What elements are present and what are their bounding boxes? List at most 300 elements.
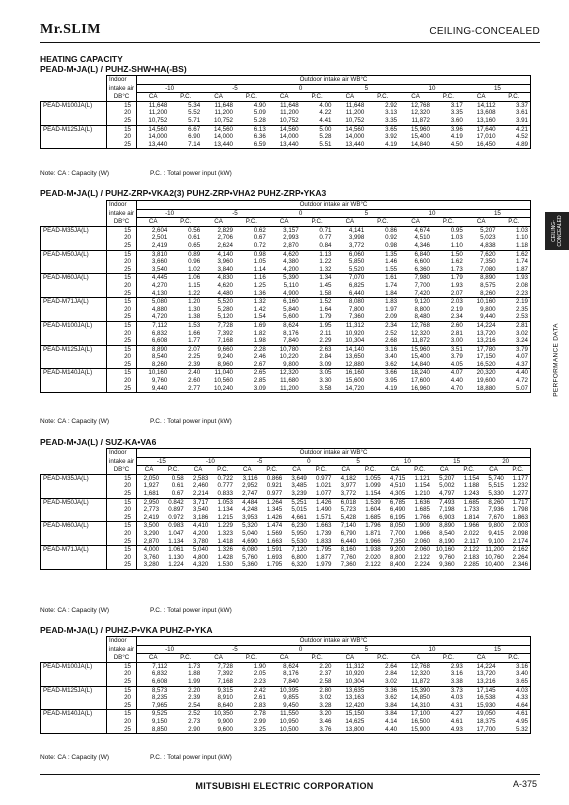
ca-value: 7,360 (334, 561, 359, 569)
table-row (41, 554, 531, 562)
table-note (40, 170, 232, 177)
table-row (41, 353, 531, 361)
model-name (41, 337, 107, 345)
ca-value: 7,168 (217, 337, 233, 345)
table-row (41, 474, 531, 482)
ca-value: 19,600 (476, 377, 496, 385)
pc-value: 4.61 (450, 717, 463, 725)
corner-cell (41, 654, 107, 663)
pc-value: 2.52 (169, 710, 202, 718)
pc-value: 1.130 (168, 553, 184, 561)
ca-value: 11,200 (214, 109, 233, 117)
model-name (41, 290, 107, 298)
model-name (41, 726, 107, 734)
note-power: P.C. : Total power input (kW) (150, 418, 232, 425)
ca-value: 3,953 (242, 513, 258, 521)
ca-value: 2,583 (186, 474, 211, 482)
ca-value: 4,200 (283, 265, 299, 273)
ca-value: 13,720 (476, 329, 496, 337)
temperature-header: -5 (202, 84, 268, 93)
pc-header: P.C. (498, 218, 531, 227)
ca-value: 3,280 (137, 561, 162, 569)
ca-value: 4,445 (137, 274, 170, 282)
model-name (41, 678, 107, 686)
db-value: 20 (124, 670, 131, 678)
pc-value: 2.07 (450, 289, 463, 297)
pc-value: 2.81 (498, 321, 531, 329)
pc-value: 3.92 (385, 133, 398, 141)
ca-value: 3,772 (340, 489, 357, 497)
db-value: 20 (124, 234, 131, 242)
db-value: 15 (107, 226, 137, 234)
pc-value: 0.897 (168, 506, 184, 514)
temperature-header: 5 (333, 645, 399, 654)
table-note (40, 607, 232, 614)
header-row (41, 654, 531, 663)
ca-header: CA (333, 654, 366, 663)
temperature-header: 10 (399, 84, 465, 93)
pc-value: 2.122 (414, 553, 430, 561)
pc-value: 1.10 (498, 234, 531, 242)
pc-header: P.C. (301, 93, 334, 102)
temperature-header: 0 (268, 84, 334, 93)
pc-value: 1.177 (506, 474, 531, 482)
ca-value: 14,560 (268, 125, 301, 133)
ca-value: 3,760 (137, 554, 162, 562)
pc-value: 1.121 (407, 474, 432, 482)
pc-value: 6.67 (169, 125, 202, 133)
db-value: 20 (124, 109, 131, 117)
ca-value: 5,080 (137, 298, 170, 306)
pc-header: P.C. (432, 218, 465, 227)
ca-header: CA (268, 218, 301, 227)
ca-value: 3,290 (137, 530, 162, 538)
ca-value: 5,330 (488, 489, 504, 497)
pc-value: 1.10 (450, 241, 463, 249)
pc-value: 3.25 (235, 726, 268, 734)
pc-value: 3.37 (498, 101, 531, 109)
ca-value: 5,428 (340, 513, 357, 521)
model-name (41, 538, 107, 546)
intake-air-label: intake air (107, 84, 137, 93)
ca-value: 6,018 (334, 498, 359, 506)
db-value: 20 (124, 717, 131, 725)
pc-value: 1.32 (235, 298, 268, 306)
ca-value: 10,395 (268, 686, 301, 694)
model-name: PEAD-M125JA(L) (41, 686, 107, 694)
ca-value: 5,110 (283, 281, 299, 289)
ca-value: 13,163 (345, 694, 365, 702)
pc-value: 0.65 (188, 241, 201, 249)
ca-value: 15,400 (411, 353, 430, 361)
pc-value: 4.27 (432, 710, 465, 718)
pc-value: 2.78 (235, 710, 268, 718)
ca-value: 9,660 (202, 345, 235, 353)
ca-value: 10,160 (137, 369, 170, 377)
ca-value: 5,251 (284, 498, 309, 506)
ca-value: 8,176 (283, 670, 299, 678)
side-tab-line1: CEILING- (551, 220, 557, 242)
model-name: PEAD-M71JA(L) (41, 546, 107, 554)
ca-value: 8,624 (268, 662, 301, 670)
ca-value: 17,640 (465, 125, 498, 133)
pc-value: 0.866 (260, 474, 285, 482)
pc-value: 1.636 (407, 498, 432, 506)
pc-value: 1.685 (414, 506, 430, 514)
ca-value: 12,768 (399, 321, 432, 329)
temperature-header: 5 (334, 457, 383, 466)
pc-value: 2.23 (253, 677, 266, 685)
ca-value: 11,648 (268, 101, 301, 109)
ca-value: 8,080 (333, 298, 366, 306)
pc-value: 5.34 (169, 101, 202, 109)
ca-value: 5,360 (235, 561, 260, 569)
ca-value: 2,604 (137, 226, 170, 234)
model-name: PEAD-M60JA(L) (41, 522, 107, 530)
ca-value: 8,573 (137, 686, 170, 694)
ca-value: 13,440 (268, 141, 301, 149)
pc-header: P.C. (161, 466, 186, 475)
ca-value: 4,690 (242, 537, 258, 545)
pc-value: 6.13 (235, 125, 268, 133)
db-value: 25 (124, 313, 131, 321)
ca-header: CA (137, 93, 170, 102)
model-name: PEAD-M100JA(L) (41, 662, 107, 670)
db-value: 20 (124, 258, 131, 266)
ca-value: 14,560 (202, 125, 235, 133)
pc-value: 2.39 (188, 694, 201, 702)
pc-value: 2.29 (319, 337, 332, 345)
ca-value: 3,998 (348, 234, 365, 242)
temperature-header: -10 (137, 84, 203, 93)
pc-value: 3.17 (432, 101, 465, 109)
pc-value: 1.32 (319, 265, 332, 273)
model-name (41, 482, 107, 490)
ca-value: 4,410 (186, 522, 211, 530)
pc-value: 4.31 (450, 701, 463, 709)
db-value: 15 (107, 546, 137, 554)
ca-value: 14,850 (411, 694, 430, 702)
ca-value: 11,872 (411, 337, 430, 345)
pc-value: 1.30 (188, 305, 201, 313)
pc-value: 3.66 (366, 369, 399, 377)
ca-value: 2,706 (217, 234, 233, 242)
model-name (41, 306, 107, 314)
ca-header: CA (268, 93, 301, 102)
pc-value: 0.58 (161, 474, 186, 482)
pc-value: 1.966 (414, 529, 430, 537)
model-name (41, 242, 107, 250)
ca-value: 10,920 (345, 329, 365, 337)
ca-value: 2,747 (242, 489, 258, 497)
note-power: P.C. : Total power input (kW) (150, 170, 232, 177)
header-row (41, 457, 531, 466)
pc-value: 3.30 (319, 377, 332, 385)
ca-value: 16,520 (476, 360, 496, 368)
ca-value: 1,681 (137, 490, 162, 498)
ca-value: 16,960 (399, 385, 432, 393)
pc-header: P.C. (506, 466, 531, 475)
pc-value: 4.37 (498, 361, 531, 369)
pc-value: 1.134 (217, 506, 233, 514)
ca-value: 4,620 (217, 281, 233, 289)
pc-value: 2.285 (457, 561, 482, 569)
capacity-table (40, 75, 531, 149)
pc-value: 3.20 (301, 710, 334, 718)
pc-header: P.C. (457, 466, 482, 475)
pc-value: 0.61 (188, 234, 201, 242)
pc-value: 4.95 (498, 718, 531, 726)
pc-value: 0.842 (161, 498, 186, 506)
temperature-header: 15 (465, 84, 531, 93)
db-value: 25 (124, 537, 131, 545)
ca-value: 3,186 (192, 513, 209, 521)
ca-value: 7,070 (333, 274, 366, 282)
db-value: 25 (124, 701, 131, 709)
temperature-header: -10 (137, 645, 203, 654)
pc-value: 2.81 (450, 329, 463, 337)
corner-cell (41, 84, 107, 93)
outdoor-wb-label: Outdoor intake air WB°C (137, 201, 531, 210)
pc-value: 0.89 (169, 250, 202, 258)
ca-value: 2,624 (217, 241, 233, 249)
pc-value: 4.40 (498, 369, 531, 377)
pc-value: 4.19 (450, 133, 463, 141)
pc-header: P.C. (235, 93, 268, 102)
corner-cell (41, 457, 107, 466)
ca-value: 6,230 (284, 522, 309, 530)
pc-value: 1.418 (217, 537, 233, 545)
pc-value: 3.24 (498, 337, 531, 345)
model-name: PEAD-M35JA(L) (41, 474, 107, 482)
pc-value: 0.77 (319, 234, 332, 242)
pc-value: 1.42 (253, 305, 266, 313)
pc-value: 1.74 (385, 281, 398, 289)
pc-value: 1.73 (169, 662, 202, 670)
ca-value: 4,900 (283, 289, 299, 297)
ca-value: 11,872 (411, 677, 430, 685)
pc-value: 1.50 (432, 250, 465, 258)
pc-value: 1.215 (217, 513, 233, 521)
pc-value: 1.25 (253, 281, 266, 289)
ca-value: 4,200 (192, 529, 209, 537)
ca-value: 18,240 (399, 369, 432, 377)
db-value: 20 (124, 377, 131, 385)
pc-value: 3.09 (235, 385, 268, 393)
pc-value: 4.40 (366, 726, 399, 734)
pc-value: 1.229 (210, 522, 235, 530)
ca-value: 7,800 (348, 305, 365, 313)
ca-value: 17,100 (399, 710, 432, 718)
db-value: 25 (107, 561, 137, 569)
pc-value: 3.09 (319, 360, 332, 368)
pc-value: 3.58 (301, 385, 334, 393)
pc-value: 4.19 (366, 141, 399, 149)
ca-value: 9,120 (399, 298, 432, 306)
ca-header: CA (383, 466, 408, 475)
model-name: PEAD-M71JA(L) (41, 298, 107, 306)
ca-value: 6,840 (399, 250, 432, 258)
pc-value: 1.82 (253, 329, 266, 337)
pc-value: 2.37 (319, 670, 332, 678)
page-heading: HEATING CAPACITY (40, 54, 123, 64)
ca-value: 12,320 (411, 670, 430, 678)
ca-value: 3,960 (217, 258, 233, 266)
ca-header: CA (399, 654, 432, 663)
ca-value: 5,002 (439, 482, 455, 490)
pc-value: 0.92 (385, 234, 398, 242)
ca-value: 15,960 (399, 125, 432, 133)
side-section-label: PERFORMANCE DATA (552, 323, 560, 397)
pc-value: 1.539 (358, 498, 383, 506)
ca-value: 13,160 (476, 116, 496, 124)
db-value: 15 (107, 345, 137, 353)
db-value: 15 (107, 522, 137, 530)
pc-value: 3.73 (432, 686, 465, 694)
ca-value: 3,485 (291, 482, 307, 490)
pc-value: 5.52 (188, 109, 201, 117)
pc-value: 5.71 (188, 116, 201, 124)
pc-value: 2.003 (506, 522, 531, 530)
ca-value: 11,040 (202, 369, 235, 377)
pc-value: 3.65 (498, 678, 531, 686)
pc-value: 2.34 (366, 321, 399, 329)
table-row (41, 250, 531, 258)
pc-value: 2.85 (253, 377, 266, 385)
pc-value: 1.663 (266, 537, 283, 545)
db-value: 15 (107, 498, 137, 506)
corner-cell (41, 93, 107, 102)
ca-value: 3,772 (348, 241, 365, 249)
pc-value: 2.84 (319, 353, 332, 361)
ca-value: 4,182 (334, 474, 359, 482)
pc-value: 0.921 (266, 482, 283, 490)
pc-value: 1.909 (407, 522, 432, 530)
table-row (41, 226, 531, 234)
pc-value: 1.877 (316, 553, 332, 561)
pc-value: 1.35 (366, 250, 399, 258)
ca-value: 8,850 (137, 726, 170, 734)
pc-value: 1.733 (463, 506, 480, 514)
ca-value: 7,493 (432, 498, 457, 506)
table-row (41, 101, 531, 109)
db-value: 20 (124, 529, 131, 537)
pc-value: 1.571 (316, 513, 332, 521)
ca-value: 9,240 (217, 353, 233, 361)
temperature-header: 0 (268, 645, 334, 654)
ca-value: 6,195 (389, 513, 406, 521)
ca-value: 9,525 (137, 710, 170, 718)
ca-value: 4,720 (137, 313, 170, 321)
ca-header: CA (186, 466, 211, 475)
ca-value: 4,248 (242, 506, 258, 514)
pc-value: 3.40 (385, 353, 398, 361)
ca-value: 3,157 (268, 226, 301, 234)
pc-value: 1.15 (188, 281, 201, 289)
ca-header: CA (137, 218, 170, 227)
ca-value: 6,160 (268, 298, 301, 306)
indoor-label: Indoor (107, 637, 137, 646)
pc-value: 3.35 (450, 109, 463, 117)
pc-value: 1.154 (414, 482, 430, 490)
ca-value: 10,760 (484, 553, 504, 561)
ca-value: 4,661 (291, 513, 307, 521)
ca-value: 4,800 (192, 553, 209, 561)
ca-header: CA (202, 654, 235, 663)
ca-value: 11,648 (137, 101, 170, 109)
ca-value: 13,720 (476, 670, 496, 678)
pc-value: 4.33 (498, 694, 531, 702)
ca-value: 3,116 (235, 474, 260, 482)
model-name: PEAD-M35JA(L) (41, 226, 107, 234)
pc-value: 3.84 (366, 710, 399, 718)
db-value: 25 (124, 677, 131, 685)
ca-value: 9,450 (283, 701, 299, 709)
table-row (41, 726, 531, 734)
pc-value: 2.58 (319, 677, 332, 685)
ca-value: 9,415 (488, 529, 504, 537)
pc-value: 1.938 (358, 546, 383, 554)
ca-value: 6,060 (333, 250, 366, 258)
pc-header: P.C. (301, 654, 334, 663)
pc-value: 2.39 (188, 360, 201, 368)
pc-value: 2.40 (169, 369, 202, 377)
table-row (41, 377, 531, 385)
pc-value: 1.05 (253, 258, 266, 266)
table-row (41, 313, 531, 321)
pc-value: 4.03 (498, 686, 531, 694)
ca-value: 5,280 (217, 305, 233, 313)
ca-value: 5,040 (242, 529, 258, 537)
model-name (41, 506, 107, 514)
ca-value: 7,168 (217, 677, 233, 685)
pc-value: 1.323 (217, 529, 233, 537)
header-row (41, 209, 531, 218)
model-name (41, 694, 107, 702)
ca-value: 9,800 (283, 360, 299, 368)
outdoor-wb-label: Outdoor intake air WB°C (137, 76, 531, 85)
ca-value: 4,510 (389, 482, 406, 490)
table-row (41, 290, 531, 298)
ca-value: 2,829 (202, 226, 235, 234)
ca-header: CA (465, 218, 498, 227)
ca-value: 13,440 (333, 141, 366, 149)
ca-value: 18,880 (465, 385, 498, 393)
pc-value: 2.93 (432, 662, 465, 670)
pc-value: 2.23 (498, 290, 531, 298)
pc-value: 1.053 (210, 498, 235, 506)
pc-value: 2.28 (235, 345, 268, 353)
pc-value: 1.52 (301, 298, 334, 306)
pc-value: 1.154 (457, 474, 482, 482)
pc-value: 4.00 (301, 101, 334, 109)
ca-value: 14,560 (137, 125, 170, 133)
ca-value: 11,200 (345, 109, 365, 117)
model-name (41, 561, 107, 569)
header-row (41, 76, 531, 85)
ca-value: 7,112 (137, 321, 170, 329)
ca-value: 7,198 (439, 506, 455, 514)
pc-value: 2.098 (506, 530, 531, 538)
ca-value: 6,080 (235, 546, 260, 554)
ca-value: 9,440 (137, 385, 170, 393)
pc-value: 3.91 (498, 117, 531, 125)
table-row (41, 361, 531, 369)
ca-value: 5,207 (432, 474, 457, 482)
ca-value: 4,715 (383, 474, 408, 482)
pc-value: 0.972 (168, 513, 184, 521)
pc-value: 1.34 (301, 274, 334, 282)
